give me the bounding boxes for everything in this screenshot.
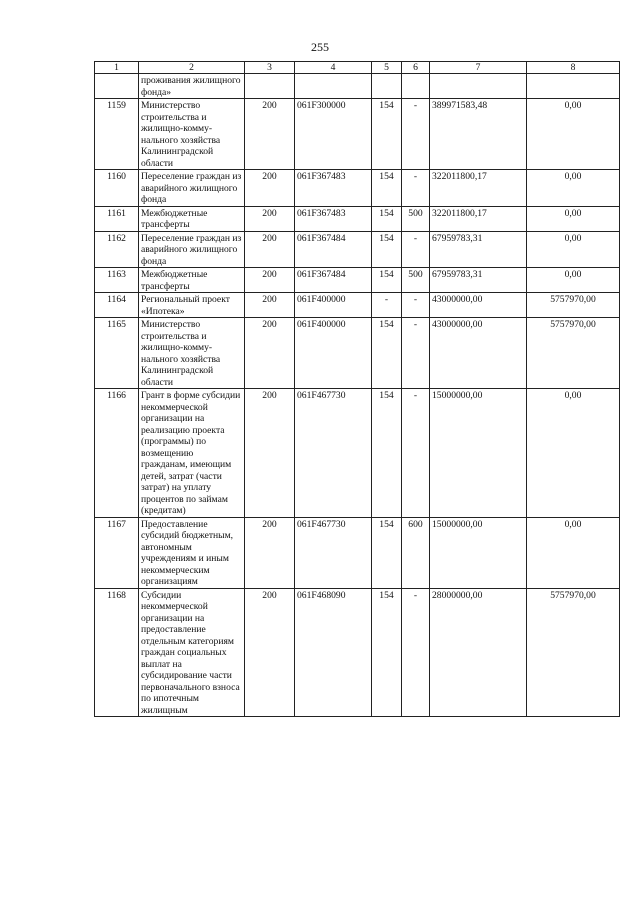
target-article-code: 061F367483 [295,206,372,231]
expense-type-code: - [402,170,430,207]
row-number: 1162 [95,231,139,268]
row-number: 1165 [95,318,139,389]
target-article-code: 061F367484 [295,231,372,268]
table-row [95,293,620,318]
amount-year-1: 15000000,00 [430,517,527,588]
item-name: Министерство строительства и жилищно-комму-нального хозяйства Калининградской области [139,318,245,389]
item-name: Министерство строительства и жилищно-комму-нального хозяйства Калининградской области [139,99,245,170]
item-name: Переселение граждан из аварийного жилищного фонда [139,170,245,207]
ministry-code: 200 [245,588,295,717]
table-row [95,99,620,170]
section-code: 154 [372,588,402,717]
amount-year-1: 322011800,17 [430,206,527,231]
row-number: 1163 [95,268,139,293]
section-code: - [372,293,402,318]
ministry-code: 200 [245,389,295,518]
item-name: Переселение граждан из аварийного жилищного фонда [139,231,245,268]
target-article-code: 061F468090 [295,588,372,717]
header-col-6: 6 [402,62,430,74]
row-number: 1167 [95,517,139,588]
item-name: Межбюджетные трансферты [139,268,245,293]
amount-year-2: 0,00 [527,517,620,588]
expense-type-code: - [402,293,430,318]
amount-year-1: 67959783,31 [430,231,527,268]
expense-type-code [402,74,430,99]
amount-year-2 [527,74,620,99]
section-code: 154 [372,99,402,170]
target-article-code: 061F367483 [295,170,372,207]
target-article-code: 061F367484 [295,268,372,293]
header-col-4: 4 [295,62,372,74]
ministry-code: 200 [245,206,295,231]
amount-year-2: 5757970,00 [527,293,620,318]
expense-type-code: 500 [402,206,430,231]
row-number: 1160 [95,170,139,207]
ministry-code: 200 [245,268,295,293]
amount-year-2: 0,00 [527,268,620,293]
table-row [95,517,620,588]
item-name: проживания жилищного фонда» [139,74,245,99]
table-row [95,206,620,231]
budget-table [94,61,620,717]
section-code: 154 [372,170,402,207]
expense-type-code: - [402,318,430,389]
amount-year-1: 43000000,00 [430,318,527,389]
target-article-code: 061F467730 [295,389,372,518]
header-col-7: 7 [430,62,527,74]
amount-year-2: 0,00 [527,206,620,231]
amount-year-2: 0,00 [527,99,620,170]
amount-year-1: 15000000,00 [430,389,527,518]
target-article-code: 061F300000 [295,99,372,170]
page-number: 255 [311,40,329,54]
expense-type-code: - [402,389,430,518]
section-code: 154 [372,517,402,588]
table-row [95,588,620,717]
amount-year-1 [430,74,527,99]
row-number [95,74,139,99]
amount-year-2: 0,00 [527,231,620,268]
section-code: 154 [372,389,402,518]
amount-year-2: 5757970,00 [527,318,620,389]
expense-type-code: - [402,588,430,717]
item-name: Межбюджетные трансферты [139,206,245,231]
header-col-1: 1 [95,62,139,74]
ministry-code: 200 [245,517,295,588]
target-article-code: 061F400000 [295,318,372,389]
target-article-code [295,74,372,99]
row-number: 1166 [95,389,139,518]
ministry-code [245,74,295,99]
section-code: 154 [372,206,402,231]
header-col-8: 8 [527,62,620,74]
ministry-code: 200 [245,170,295,207]
ministry-code: 200 [245,293,295,318]
header-col-3: 3 [245,62,295,74]
item-name: Региональный проект «Ипотека» [139,293,245,318]
table-row [95,318,620,389]
amount-year-2: 0,00 [527,389,620,518]
table-row [95,74,620,99]
ministry-code: 200 [245,99,295,170]
amount-year-1: 43000000,00 [430,293,527,318]
amount-year-1: 389971583,48 [430,99,527,170]
section-code: 154 [372,268,402,293]
row-number: 1159 [95,99,139,170]
section-code [372,74,402,99]
target-article-code: 061F400000 [295,293,372,318]
amount-year-1: 322011800,17 [430,170,527,207]
amount-year-2: 0,00 [527,170,620,207]
target-article-code: 061F467730 [295,517,372,588]
item-name: Предоставление субсидий бюджетным, автономным учреждениям и иным некоммерческим организациям [139,517,245,588]
section-code: 154 [372,231,402,268]
row-number: 1164 [95,293,139,318]
expense-type-code: - [402,231,430,268]
section-code: 154 [372,318,402,389]
table-header-row [95,62,620,74]
header-col-2: 2 [139,62,245,74]
table-row [95,170,620,207]
amount-year-1: 67959783,31 [430,268,527,293]
amount-year-1: 28000000,00 [430,588,527,717]
expense-type-code: 600 [402,517,430,588]
table-row [95,268,620,293]
row-number: 1168 [95,588,139,717]
item-name: Грант в форме субсидии некоммерческой организации на реализацию проекта (программы) по возмещению гражданам, имеющим детей, затрат (части затрат) на уплату процентов по займам (кредитам) [139,389,245,518]
header-col-5: 5 [372,62,402,74]
expense-type-code: - [402,99,430,170]
item-name: Субсидии некоммерческой организации на предоставление отдельным категориям граждан социальных выплат на субсидирование части первоначального взноса по ипотечным жилищным [139,588,245,717]
ministry-code: 200 [245,231,295,268]
row-number: 1161 [95,206,139,231]
ministry-code: 200 [245,318,295,389]
amount-year-2: 5757970,00 [527,588,620,717]
table-row [95,389,620,518]
table-row [95,231,620,268]
expense-type-code: 500 [402,268,430,293]
